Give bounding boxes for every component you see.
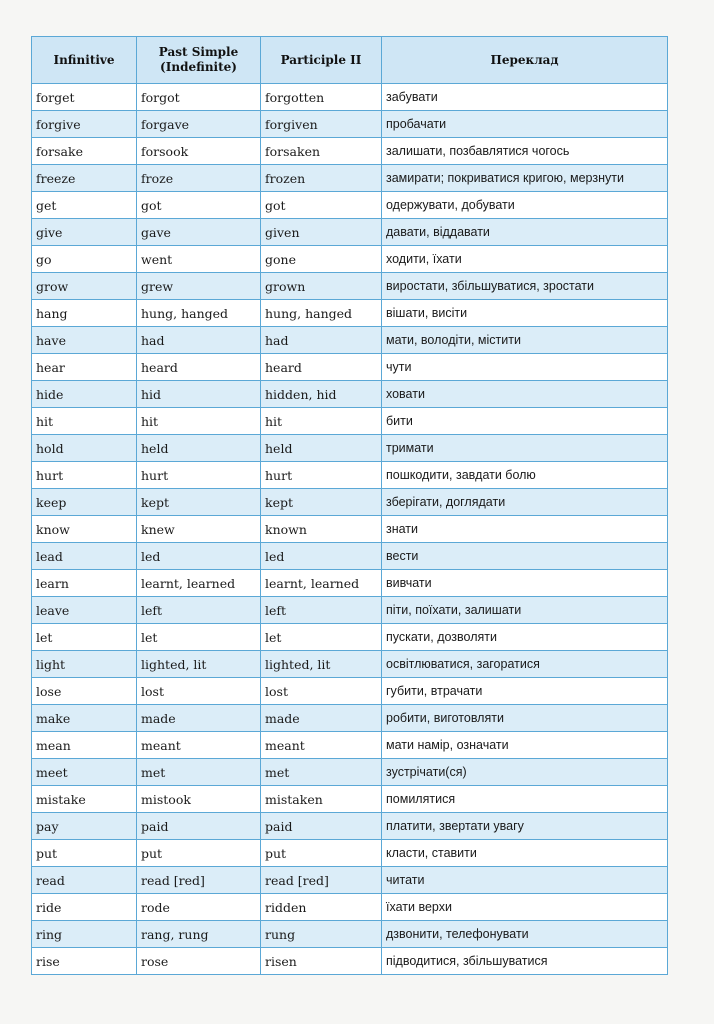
table-row	[32, 84, 668, 111]
cell-infinitive: hurt	[32, 462, 137, 489]
table-row	[32, 759, 668, 786]
cell-translation: забувати	[382, 84, 668, 111]
table-row	[32, 705, 668, 732]
cell-translation: класти, ставити	[382, 840, 668, 867]
cell-infinitive: get	[32, 192, 137, 219]
cell-past-simple: hid	[137, 381, 261, 408]
cell-participle: forsaken	[261, 138, 382, 165]
cell-translation: читати	[382, 867, 668, 894]
table-row	[32, 408, 668, 435]
cell-participle: meant	[261, 732, 382, 759]
cell-participle: risen	[261, 948, 382, 975]
cell-infinitive: hide	[32, 381, 137, 408]
table-row	[32, 489, 668, 516]
cell-infinitive: mistake	[32, 786, 137, 813]
header-translation: Переклад	[382, 37, 668, 84]
table-row	[32, 462, 668, 489]
table-row	[32, 246, 668, 273]
table-row	[32, 192, 668, 219]
cell-past-simple: froze	[137, 165, 261, 192]
cell-past-simple: lighted, lit	[137, 651, 261, 678]
table-row	[32, 111, 668, 138]
cell-past-simple: rang, rung	[137, 921, 261, 948]
cell-infinitive: make	[32, 705, 137, 732]
cell-translation: бити	[382, 408, 668, 435]
cell-translation: виростати, збільшуватися, зростати	[382, 273, 668, 300]
cell-translation: пробачати	[382, 111, 668, 138]
cell-past-simple: gave	[137, 219, 261, 246]
cell-participle: met	[261, 759, 382, 786]
cell-participle: hidden, hid	[261, 381, 382, 408]
cell-infinitive: give	[32, 219, 137, 246]
table-row	[32, 327, 668, 354]
cell-infinitive: lose	[32, 678, 137, 705]
cell-infinitive: have	[32, 327, 137, 354]
cell-infinitive: leave	[32, 597, 137, 624]
cell-past-simple: went	[137, 246, 261, 273]
cell-past-simple: knew	[137, 516, 261, 543]
cell-infinitive: rise	[32, 948, 137, 975]
cell-participle: made	[261, 705, 382, 732]
cell-translation: ходити, їхати	[382, 246, 668, 273]
cell-infinitive: pay	[32, 813, 137, 840]
table-body	[32, 84, 668, 975]
cell-infinitive: hear	[32, 354, 137, 381]
cell-translation: чути	[382, 354, 668, 381]
cell-infinitive: forget	[32, 84, 137, 111]
cell-participle: put	[261, 840, 382, 867]
cell-translation: ховати	[382, 381, 668, 408]
cell-past-simple: meant	[137, 732, 261, 759]
cell-translation: давати, віддавати	[382, 219, 668, 246]
cell-past-simple: heard	[137, 354, 261, 381]
cell-participle: gone	[261, 246, 382, 273]
table-row	[32, 732, 668, 759]
cell-past-simple: rose	[137, 948, 261, 975]
cell-participle: forgiven	[261, 111, 382, 138]
table-row	[32, 921, 668, 948]
cell-infinitive: learn	[32, 570, 137, 597]
cell-past-simple: hit	[137, 408, 261, 435]
cell-translation: губити, втрачати	[382, 678, 668, 705]
cell-past-simple: kept	[137, 489, 261, 516]
cell-infinitive: ride	[32, 894, 137, 921]
cell-past-simple: led	[137, 543, 261, 570]
cell-participle: held	[261, 435, 382, 462]
cell-translation: їхати верхи	[382, 894, 668, 921]
table-row	[32, 840, 668, 867]
cell-participle: paid	[261, 813, 382, 840]
cell-translation: одержувати, добувати	[382, 192, 668, 219]
table-row	[32, 624, 668, 651]
cell-translation: замирати; покриватися кригою, мерзнути	[382, 165, 668, 192]
table-header-row	[32, 37, 668, 84]
cell-infinitive: mean	[32, 732, 137, 759]
cell-participle: hurt	[261, 462, 382, 489]
cell-past-simple: learnt, learned	[137, 570, 261, 597]
cell-infinitive: put	[32, 840, 137, 867]
table-row	[32, 219, 668, 246]
cell-past-simple: held	[137, 435, 261, 462]
cell-past-simple: paid	[137, 813, 261, 840]
cell-past-simple: forgot	[137, 84, 261, 111]
cell-past-simple: made	[137, 705, 261, 732]
cell-past-simple: forgave	[137, 111, 261, 138]
cell-translation: вести	[382, 543, 668, 570]
table-row	[32, 381, 668, 408]
table-row	[32, 516, 668, 543]
cell-translation: помилятися	[382, 786, 668, 813]
cell-translation: робити, виготовляти	[382, 705, 668, 732]
cell-participle: mistaken	[261, 786, 382, 813]
cell-translation: вішати, висіти	[382, 300, 668, 327]
cell-past-simple: hurt	[137, 462, 261, 489]
cell-past-simple: read [red]	[137, 867, 261, 894]
cell-infinitive: freeze	[32, 165, 137, 192]
cell-past-simple: let	[137, 624, 261, 651]
cell-past-simple: forsook	[137, 138, 261, 165]
cell-infinitive: read	[32, 867, 137, 894]
cell-infinitive: let	[32, 624, 137, 651]
cell-infinitive: meet	[32, 759, 137, 786]
cell-translation: дзвонити, телефонувати	[382, 921, 668, 948]
cell-translation: мати, володіти, містити	[382, 327, 668, 354]
cell-participle: let	[261, 624, 382, 651]
cell-past-simple: met	[137, 759, 261, 786]
cell-past-simple: put	[137, 840, 261, 867]
table-row	[32, 300, 668, 327]
cell-translation: платити, звертати увагу	[382, 813, 668, 840]
table-row	[32, 813, 668, 840]
cell-infinitive: lead	[32, 543, 137, 570]
table-row	[32, 354, 668, 381]
cell-participle: read [red]	[261, 867, 382, 894]
cell-past-simple: got	[137, 192, 261, 219]
cell-translation: освітлюватися, загоратися	[382, 651, 668, 678]
table-row	[32, 894, 668, 921]
cell-past-simple: rode	[137, 894, 261, 921]
cell-infinitive: hit	[32, 408, 137, 435]
cell-participle: left	[261, 597, 382, 624]
table-row	[32, 435, 668, 462]
cell-past-simple: grew	[137, 273, 261, 300]
header-infinitive: Infinitive	[32, 37, 137, 84]
cell-past-simple: hung, hanged	[137, 300, 261, 327]
cell-participle: hit	[261, 408, 382, 435]
cell-infinitive: forsake	[32, 138, 137, 165]
table-row	[32, 867, 668, 894]
cell-translation: тримати	[382, 435, 668, 462]
table-row	[32, 786, 668, 813]
cell-translation: пускати, дозволяти	[382, 624, 668, 651]
table-row	[32, 138, 668, 165]
cell-participle: lighted, lit	[261, 651, 382, 678]
header-participle: Participle II	[261, 37, 382, 84]
cell-past-simple: lost	[137, 678, 261, 705]
cell-participle: known	[261, 516, 382, 543]
table-row	[32, 948, 668, 975]
cell-participle: hung, hanged	[261, 300, 382, 327]
cell-infinitive: grow	[32, 273, 137, 300]
cell-participle: forgotten	[261, 84, 382, 111]
cell-translation: знати	[382, 516, 668, 543]
irregular-verbs-table	[31, 36, 668, 975]
table-row	[32, 678, 668, 705]
table-row	[32, 597, 668, 624]
cell-participle: given	[261, 219, 382, 246]
cell-infinitive: ring	[32, 921, 137, 948]
cell-past-simple: mistook	[137, 786, 261, 813]
cell-participle: ridden	[261, 894, 382, 921]
cell-participle: rung	[261, 921, 382, 948]
cell-infinitive: know	[32, 516, 137, 543]
header-past-simple: Past Simple (Indefinite)	[137, 37, 261, 84]
cell-translation: зустрічати(ся)	[382, 759, 668, 786]
table-row	[32, 651, 668, 678]
cell-participle: lost	[261, 678, 382, 705]
cell-participle: kept	[261, 489, 382, 516]
cell-translation: зберігати, доглядати	[382, 489, 668, 516]
cell-participle: led	[261, 543, 382, 570]
cell-translation: вивчати	[382, 570, 668, 597]
cell-infinitive: light	[32, 651, 137, 678]
cell-translation: мати намір, означати	[382, 732, 668, 759]
cell-past-simple: left	[137, 597, 261, 624]
table-row	[32, 165, 668, 192]
cell-translation: пошкодити, завдати болю	[382, 462, 668, 489]
cell-translation: піти, поїхати, залишати	[382, 597, 668, 624]
cell-participle: frozen	[261, 165, 382, 192]
table-row	[32, 570, 668, 597]
cell-translation: залишати, позбавлятися чогось	[382, 138, 668, 165]
cell-participle: had	[261, 327, 382, 354]
cell-infinitive: forgive	[32, 111, 137, 138]
cell-participle: learnt, learned	[261, 570, 382, 597]
cell-participle: grown	[261, 273, 382, 300]
cell-past-simple: had	[137, 327, 261, 354]
table-row	[32, 543, 668, 570]
cell-infinitive: hold	[32, 435, 137, 462]
cell-infinitive: go	[32, 246, 137, 273]
cell-participle: got	[261, 192, 382, 219]
cell-infinitive: keep	[32, 489, 137, 516]
cell-infinitive: hang	[32, 300, 137, 327]
table-row	[32, 273, 668, 300]
cell-translation: підводитися, збільшуватися	[382, 948, 668, 975]
cell-participle: heard	[261, 354, 382, 381]
